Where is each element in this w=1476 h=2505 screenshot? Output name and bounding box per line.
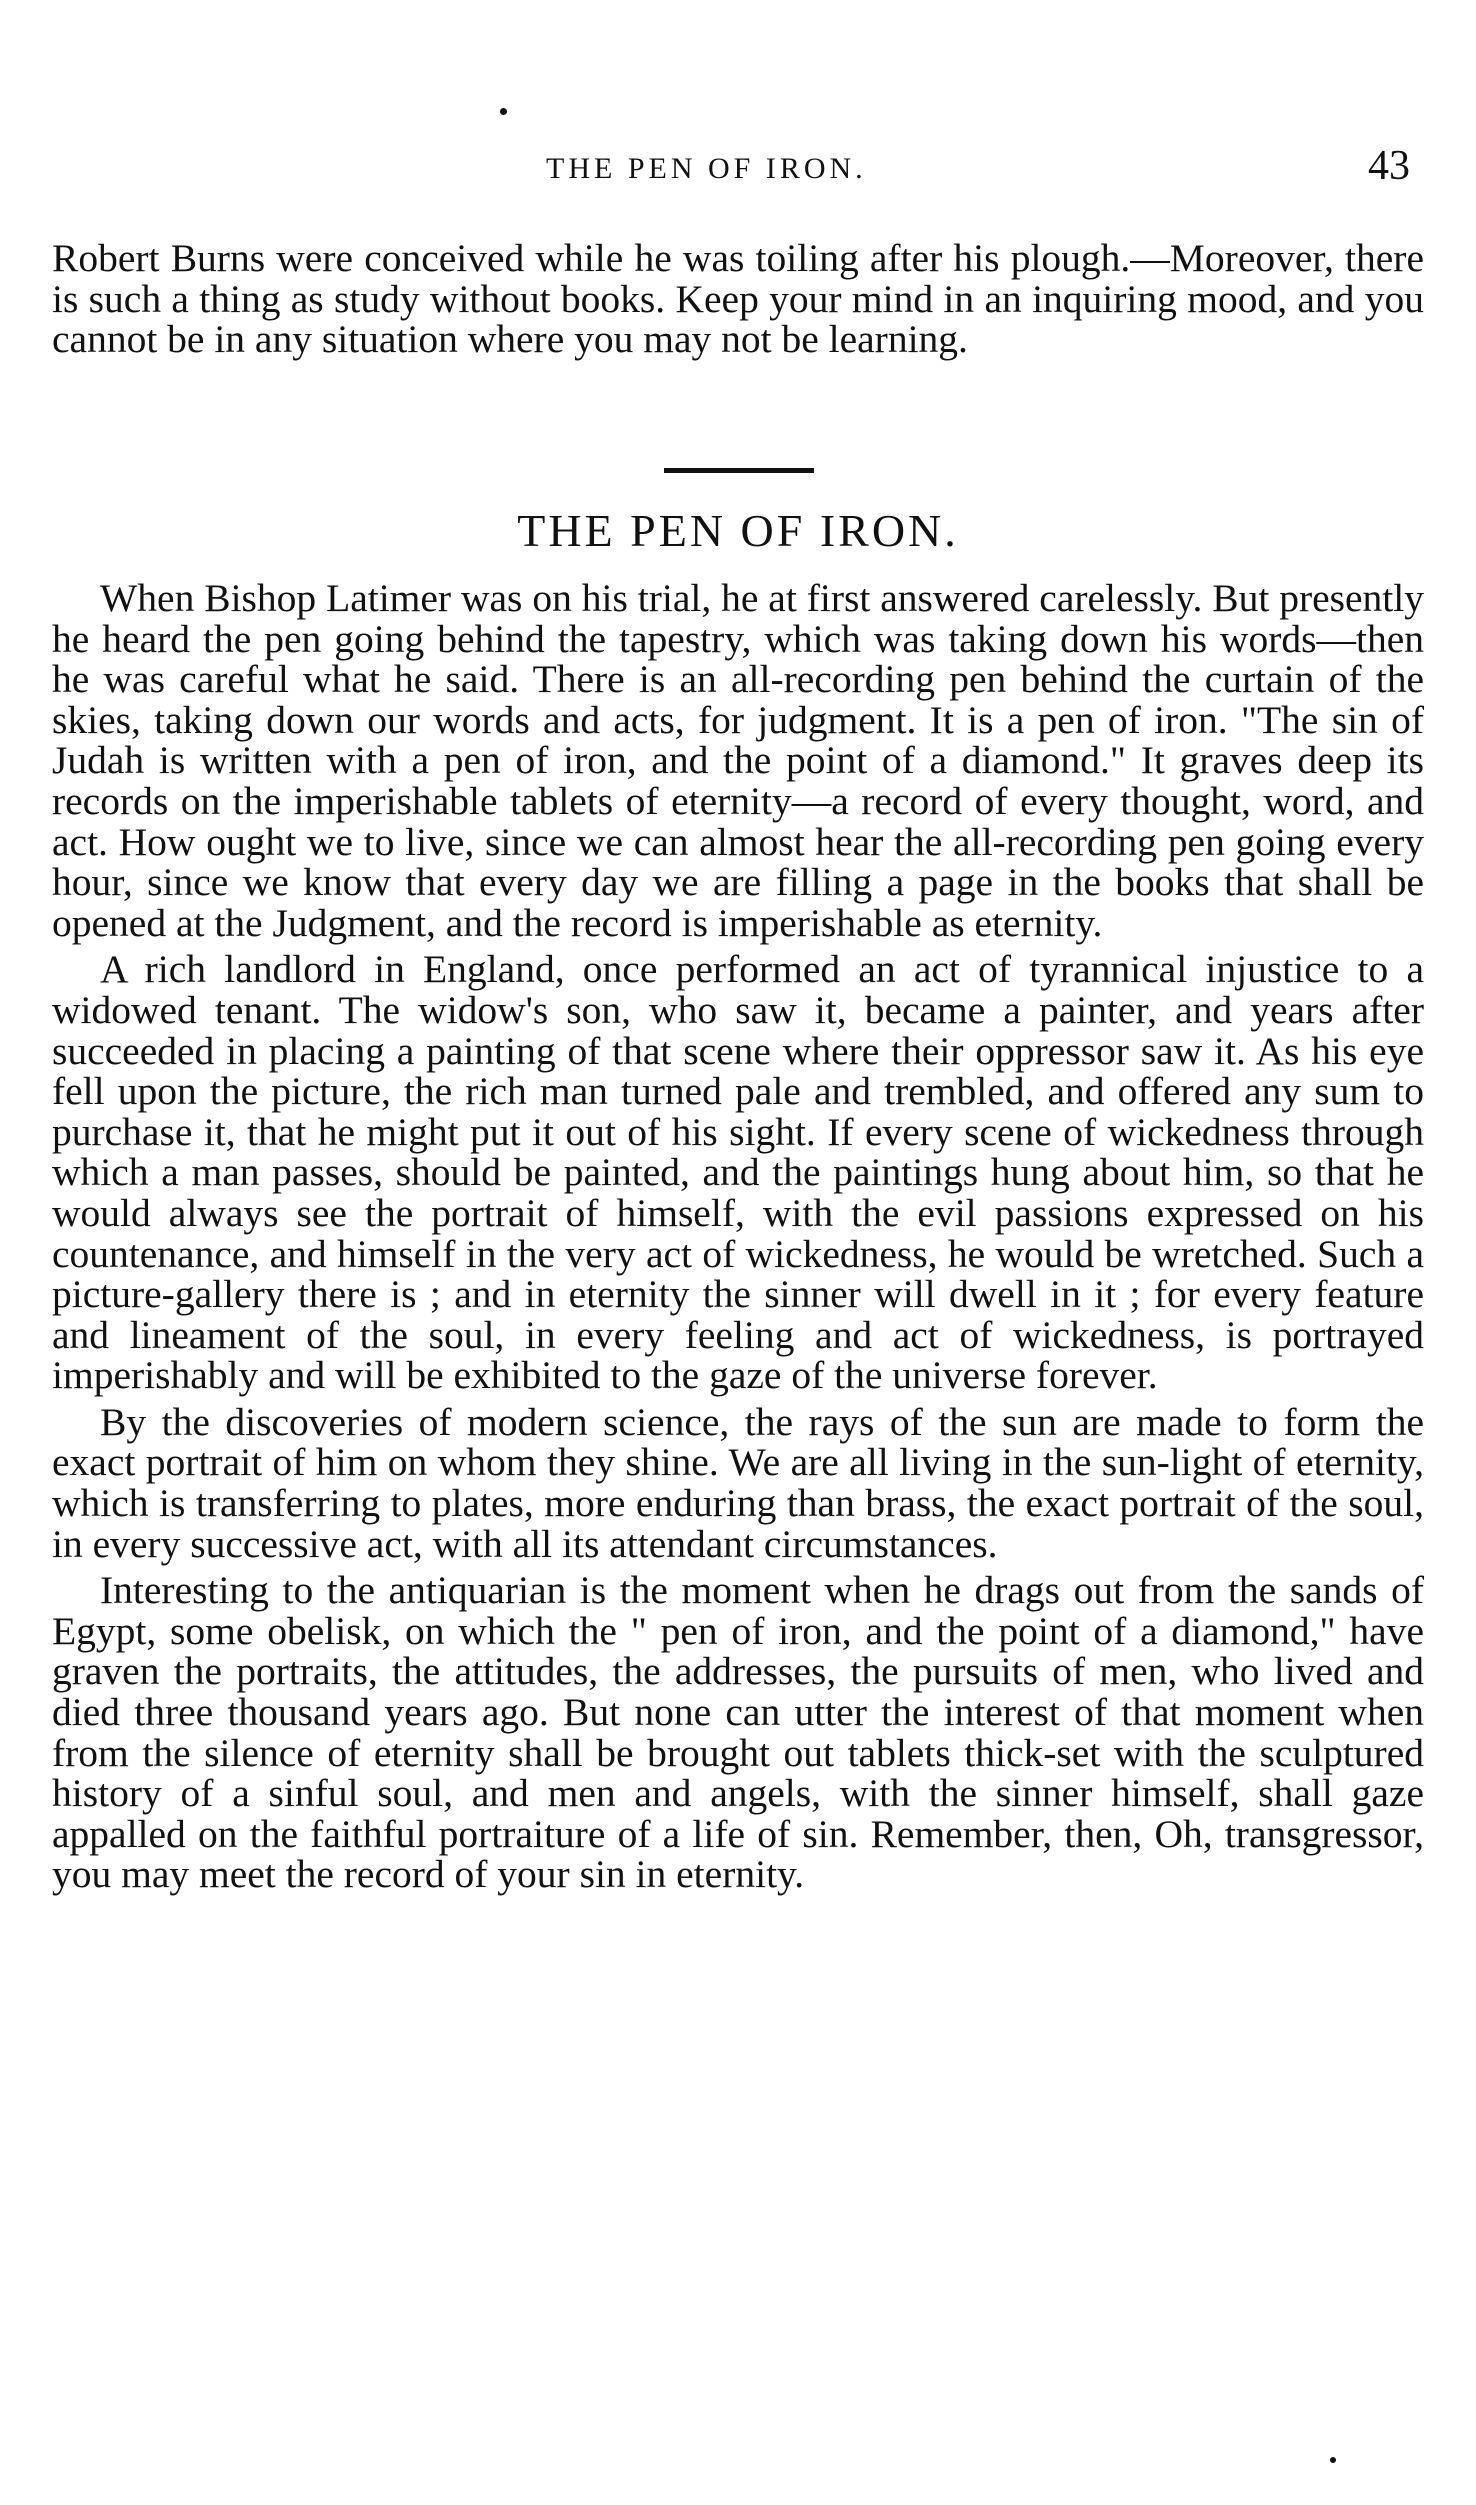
section-body <box>52 578 1424 1895</box>
body-paragraph: By the discoveries of modern science, the rays of the sun are made to form the exact portrait of him on whom they shine. We are all living in the sun-light of eternity, which is transferring to plates, more enduring than brass, the exact portrait of the soul, in every successive act, with all its attendant circumstances. <box>52 1399 1424 1566</box>
section-title: THE PEN OF IRON. <box>517 505 959 556</box>
ink-speck-bottom <box>1330 2457 1336 2463</box>
carryover-paragraph: Robert Burns were conceived while he was toiling after his plough.—Moreover, there is such a thing as study without books. Keep your mind in an inquiring mood, and you cannot be in any situation where you may not be learning. <box>52 236 1424 362</box>
page-number: 43 <box>1368 143 1410 189</box>
ink-speck-top <box>500 108 507 115</box>
body-paragraph: A rich landlord in England, once performed an act of tyrannical injustice to a widowed tenant. The widow's son, who saw it, became a painter, and years after succeeded in placing a painting of that scene where their oppressor saw it. As his eye fell upon the picture, the rich man turned pale and trembled, and offered any sum to purchase it, that he might put it out of his sight. If every scene of wickedness through which a man passes, should be painted, and the paintings hung about him, so that he would always see the portrait of himself, with the evil passions expressed on his countenance, and himself in the very act of wickedness, he would be wretched. Such a picture-gallery there is ; and in eternity the sinner will dwell in it ; for every feature and lineament of the soul, in every feeling and act of wickedness, is portrayed imperishably and will be exhibited to the gaze of the universe forever. <box>52 947 1424 1398</box>
carryover-text-block <box>52 238 1424 360</box>
running-head: THE PEN OF IRON. <box>546 152 867 185</box>
section-divider-rule <box>664 468 814 473</box>
body-paragraph: Interesting to the antiquarian is the moment when he drags out from the sands of Egypt, some obelisk, on which the " pen of iron, and the point of a diamond," have graven the portraits, the attitudes, the addresses, the pursuits of men, who lived and died three thousand years ago. But none can utter the interest of that moment when from the silence of eternity shall be brought out tablets thick-set with the sculptured history of a sinful soul, and men and angels, with the sinner himself, shall gaze appalled on the faithful portraiture of a life of sin. Remember, then, Oh, transgressor, you may meet the record of your sin in eternity. <box>52 1568 1424 1897</box>
body-paragraph: When Bishop Latimer was on his trial, he at first answered carelessly. But presently he heard the pen going behind the tapestry, which was taking down his words—then he was careful what he said. There is an all-recording pen behind the curtain of the skies, taking down our words and acts, for judgment. It is a pen of iron. "The sin of Judah is written with a pen of iron, and the point of a diamond." It graves deep its records on the imperishable tablets of eternity—a record of every thought, word, and act. How ought we to live, since we can almost hear the all-recording pen going every hour, since we know that every day we are filling a page in the books that shall be opened at the Judgment, and the record is imperishable as eternity. <box>52 576 1424 945</box>
